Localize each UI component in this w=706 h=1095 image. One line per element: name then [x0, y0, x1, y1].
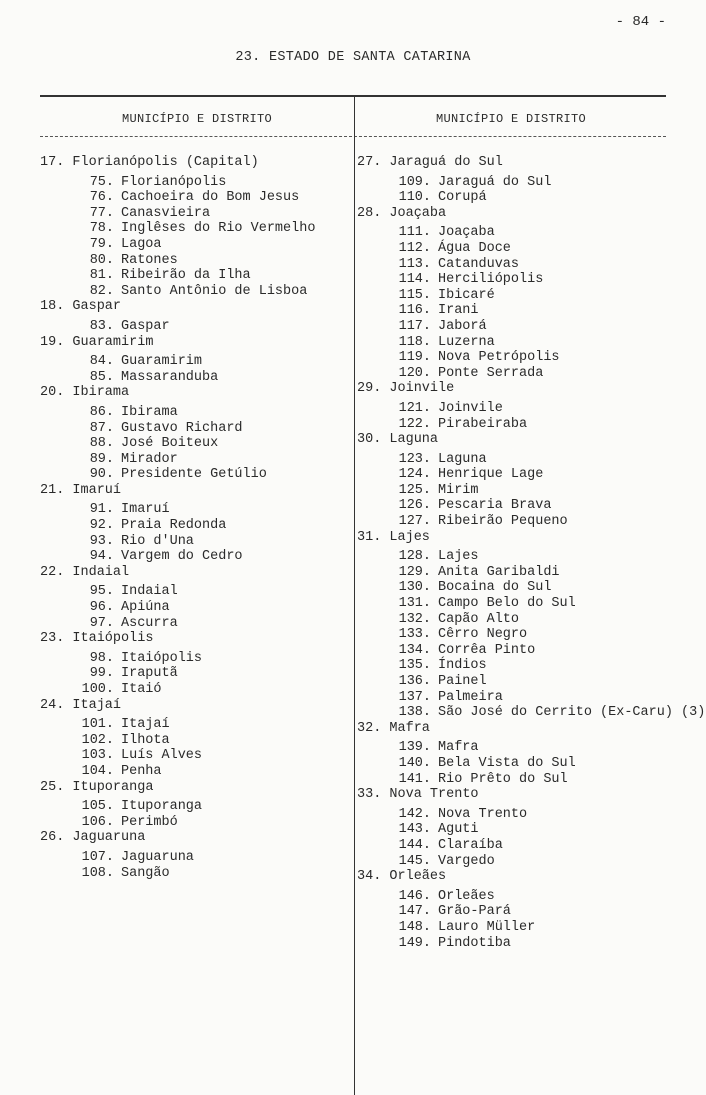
distrito-row	[357, 936, 697, 952]
distrito-name: Luzerna	[438, 334, 495, 350]
municipio-block	[357, 721, 697, 787]
distrito-name: Lauro Müller	[438, 919, 536, 935]
distrito-name: Vargedo	[438, 853, 495, 869]
municipio-heading: 33. Nova Trento	[357, 787, 479, 803]
distrito-name: Nova Trento	[438, 806, 528, 822]
distrito-name: Praia Redonda	[121, 518, 227, 534]
municipio-heading: 29. Joinvile	[357, 381, 455, 397]
distrito-number: 147.	[398, 904, 431, 920]
distrito-row	[357, 225, 697, 241]
municipio-block	[40, 830, 352, 881]
distrito-row	[357, 690, 697, 706]
distrito-name: Ratones	[121, 252, 178, 268]
distrito-number: 97.	[89, 615, 114, 631]
distrito-row	[40, 518, 352, 534]
distrito-number: 122.	[398, 416, 431, 432]
distrito-name: Jaborá	[438, 318, 487, 334]
distrito-name: Santo Antônio de Lisboa	[121, 283, 308, 299]
distrito-name: Claraíba	[438, 837, 503, 853]
distrito-row	[40, 467, 352, 483]
distrito-row	[40, 190, 352, 206]
distrito-number: 80.	[89, 252, 114, 268]
distrito-row	[40, 421, 352, 437]
municipio-heading: 34. Orleães	[357, 869, 447, 885]
distrito-name: Lajes	[438, 549, 479, 565]
distrito-name: Presidente Getúlio	[121, 467, 267, 483]
distrito-name: Pescaria Brava	[438, 498, 552, 514]
distrito-number: 128.	[398, 549, 431, 565]
distrito-row	[357, 190, 697, 206]
distrito-name: Vargem do Cedro	[121, 549, 243, 565]
distrito-number: 142.	[398, 806, 431, 822]
distrito-number: 149.	[398, 935, 431, 951]
distrito-number: 139.	[398, 740, 431, 756]
distrito-name: Gustavo Richard	[121, 420, 243, 436]
distrito-number: 112.	[398, 240, 431, 256]
distrito-name: Iraputã	[121, 666, 178, 682]
distrito-number: 78.	[89, 221, 114, 237]
distrito-number: 93.	[89, 533, 114, 549]
distrito-number: 84.	[89, 354, 114, 370]
distrito-name: Orleães	[438, 888, 495, 904]
distrito-name: Florianópolis	[121, 174, 227, 190]
distrito-number: 136.	[398, 674, 431, 689]
distrito-name: Ibicaré	[438, 287, 495, 303]
distrito-number: 113.	[398, 256, 431, 272]
distrito-name: Ascurra	[121, 615, 178, 631]
distrito-name: Apiúna	[121, 600, 170, 616]
distrito-name: Anita Garibaldi	[438, 564, 560, 580]
distrito-name: Painel	[438, 674, 487, 689]
distrito-name: Mafra	[438, 740, 479, 756]
distrito-number: 118.	[398, 334, 431, 350]
distrito-name: Rio d'Una	[121, 533, 194, 549]
distrito-number: 111.	[398, 225, 431, 241]
distrito-number: 126.	[398, 498, 431, 514]
distrito-number: 133.	[398, 627, 431, 643]
distrito-row	[357, 920, 697, 936]
distrito-number: 144.	[398, 837, 431, 853]
distrito-row	[40, 175, 352, 191]
distrito-number: 137.	[398, 689, 431, 705]
distrito-row	[40, 866, 352, 882]
distrito-row	[40, 651, 352, 667]
municipio-heading: 27. Jaraguá do Sul	[357, 155, 503, 170]
municipio-heading: 30. Laguna	[357, 432, 439, 448]
distrito-name: José Boiteux	[121, 436, 219, 452]
municipio-heading: 26. Jaguaruna	[40, 830, 146, 846]
distrito-row	[357, 740, 697, 756]
distrito-row	[357, 904, 697, 920]
distrito-number: 102.	[81, 732, 114, 748]
page-number: - 84 -	[615, 14, 666, 30]
distrito-number: 138.	[398, 705, 431, 721]
distrito-name: Gaspar	[121, 318, 170, 334]
distrito-name: Joaçaba	[438, 225, 495, 241]
distrito-name: Mirador	[121, 451, 178, 467]
distrito-row	[40, 850, 352, 866]
distrito-row	[40, 237, 352, 253]
distrito-name: Imaruí	[121, 502, 170, 518]
distrito-name: Corupá	[438, 190, 487, 206]
distrito-row	[357, 565, 697, 581]
distrito-name: Penha	[121, 763, 162, 779]
distrito-row	[357, 705, 706, 721]
distrito-name: Joinvile	[438, 400, 503, 416]
distrito-row	[357, 643, 697, 659]
distrito-name: Catanduvas	[438, 256, 520, 272]
distrito-row	[357, 350, 697, 366]
distrito-row	[357, 580, 697, 596]
distrito-number: 103.	[81, 748, 114, 764]
distrito-name: Ribeirão Pequeno	[438, 514, 568, 530]
municipio-heading: 22. Indaial	[40, 564, 130, 580]
distrito-row	[357, 627, 697, 643]
distrito-row	[40, 584, 352, 600]
distrito-row	[357, 452, 697, 468]
distrito-name: Jaraguá do Sul	[438, 174, 552, 190]
distrito-number: 146.	[398, 888, 431, 904]
municipio-heading: 19. Guaramirim	[40, 334, 154, 350]
distrito-name: Campo Belo do Sul	[438, 596, 576, 612]
distrito-row	[40, 206, 352, 222]
distrito-row	[357, 288, 697, 304]
municipio-block	[357, 381, 697, 432]
distrito-number: 105.	[81, 799, 114, 815]
municipio-block	[40, 631, 352, 697]
distrito-name: Guaramirim	[121, 354, 203, 370]
distrito-number: 95.	[89, 584, 114, 600]
distrito-row	[40, 815, 352, 831]
distrito-name: Índios	[438, 658, 487, 674]
distrito-row	[40, 534, 352, 550]
distrito-number: 99.	[89, 666, 114, 682]
distrito-number: 131.	[398, 596, 431, 612]
distrito-name: Sangão	[121, 865, 170, 881]
distrito-row	[357, 335, 697, 351]
distrito-row	[357, 514, 697, 530]
distrito-row	[357, 549, 697, 565]
distrito-number: 87.	[89, 420, 114, 436]
distrito-name: Aguti	[438, 822, 479, 838]
municipio-block	[357, 432, 697, 530]
municipio-block	[40, 780, 352, 831]
page-title: 23. ESTADO DE SANTA CATARINA	[235, 50, 471, 65]
distrito-number: 116.	[398, 303, 431, 319]
distrito-name: Ponte Serrada	[438, 365, 544, 381]
distrito-name: Canasvieira	[121, 205, 211, 221]
distrito-number: 98.	[89, 650, 114, 666]
distrito-number: 148.	[398, 919, 431, 935]
distrito-row	[357, 807, 697, 823]
municipio-heading: 28. Joaçaba	[357, 205, 447, 221]
distrito-name: São José do Cerrito (Ex-Caru) (3)	[438, 705, 706, 721]
municipio-heading: 21. Imaruí	[40, 482, 122, 498]
distrito-number: 124.	[398, 467, 431, 483]
distrito-name: Itaiópolis	[121, 650, 203, 666]
distrito-number: 114.	[398, 272, 431, 288]
distrito-row	[40, 319, 352, 335]
distrito-number: 145.	[398, 853, 431, 869]
distrito-number: 107.	[81, 849, 114, 865]
column-divider	[354, 95, 355, 1095]
municipio-heading: 20. Ibirama	[40, 385, 130, 401]
distrito-row	[357, 889, 697, 905]
distrito-number: 106.	[81, 814, 114, 830]
distrito-number: 127.	[398, 514, 431, 530]
distrito-number: 109.	[398, 174, 431, 190]
distrito-row	[357, 483, 697, 499]
distrito-row	[40, 370, 352, 386]
distrito-name: Itajaí	[121, 717, 170, 733]
distrito-name: Água Doce	[438, 240, 511, 256]
municipio-heading: 24. Itajaí	[40, 697, 122, 713]
municipio-block	[40, 299, 352, 334]
distrito-row	[40, 616, 352, 632]
municipio-heading: 17. Florianópolis (Capital)	[40, 155, 259, 170]
distrito-number: 129.	[398, 564, 431, 580]
distrito-name: Ilhota	[121, 732, 170, 748]
distrito-number: 101.	[81, 717, 114, 733]
distrito-number: 75.	[89, 174, 114, 190]
distrito-number: 104.	[81, 763, 114, 779]
distrito-number: 119.	[398, 350, 431, 366]
distrito-row	[40, 436, 352, 452]
distrito-row	[357, 854, 697, 870]
municipio-block	[40, 698, 352, 780]
distrito-number: 100.	[81, 682, 114, 697]
distrito-name: Nova Petrópolis	[438, 350, 560, 366]
distrito-row	[40, 799, 352, 815]
distrito-number: 83.	[89, 318, 114, 334]
distrito-row	[357, 838, 697, 854]
distrito-row	[357, 596, 697, 612]
distrito-number: 110.	[398, 190, 431, 206]
distrito-row	[357, 756, 697, 772]
distrito-name: Palmeira	[438, 689, 503, 705]
distrito-number: 76.	[89, 190, 114, 206]
distrito-name: Lagoa	[121, 236, 162, 252]
distrito-name: Irani	[438, 303, 479, 319]
distrito-name: Ibirama	[121, 404, 178, 420]
distrito-row	[40, 748, 352, 764]
distrito-name: Massaranduba	[121, 369, 219, 385]
distrito-number: 125.	[398, 482, 431, 498]
distrito-name: Henrique Lage	[438, 467, 544, 483]
distrito-row	[357, 272, 697, 288]
distrito-row	[357, 319, 697, 335]
distrito-name: Mirim	[438, 482, 479, 498]
distrito-row	[40, 253, 352, 269]
municipio-block	[40, 483, 352, 565]
distrito-row	[357, 366, 697, 382]
distrito-row	[40, 666, 352, 682]
distrito-row	[357, 612, 697, 628]
municipio-heading: 18. Gaspar	[40, 299, 122, 315]
distrito-name: Perimbó	[121, 814, 178, 830]
distrito-number: 89.	[89, 451, 114, 467]
distrito-name: Cachoeira do Bom Jesus	[121, 190, 300, 206]
municipio-block	[357, 787, 697, 869]
header-rule	[40, 136, 666, 137]
distrito-number: 88.	[89, 436, 114, 452]
distrito-number: 90.	[89, 467, 114, 483]
distrito-row	[40, 764, 352, 780]
top-rule	[40, 95, 666, 97]
distrito-row	[40, 284, 352, 300]
municipio-heading: 31. Lajes	[357, 529, 430, 545]
distrito-row	[40, 600, 352, 616]
right-column	[357, 155, 706, 951]
distrito-number: 82.	[89, 283, 114, 299]
distrito-number: 123.	[398, 451, 431, 467]
column-header-left: MUNICÍPIO E DISTRITO	[121, 112, 273, 126]
distrito-row	[40, 452, 352, 468]
distrito-row	[357, 658, 697, 674]
distrito-row	[40, 268, 352, 284]
distrito-name: Ribeirão da Ilha	[121, 268, 251, 284]
distrito-number: 135.	[398, 658, 431, 674]
distrito-row	[357, 498, 697, 514]
distrito-row	[40, 549, 352, 565]
distrito-row	[357, 175, 697, 191]
distrito-name: Pindotiba	[438, 935, 511, 951]
distrito-number: 120.	[398, 365, 431, 381]
distrito-number: 85.	[89, 369, 114, 385]
municipio-block	[40, 565, 352, 631]
distrito-number: 108.	[81, 865, 114, 881]
distrito-number: 141.	[398, 771, 431, 787]
distrito-name: Capão Alto	[438, 611, 520, 627]
municipio-block	[40, 335, 352, 386]
distrito-number: 117.	[398, 318, 431, 334]
municipio-heading: 25. Ituporanga	[40, 779, 154, 795]
distrito-row	[40, 682, 352, 698]
distrito-number: 96.	[89, 600, 114, 616]
distrito-row	[357, 822, 697, 838]
distrito-name: Ituporanga	[121, 799, 203, 815]
municipio-block	[40, 155, 352, 299]
distrito-number: 115.	[398, 287, 431, 303]
municipio-heading: 23. Itaiópolis	[40, 631, 154, 647]
distrito-number: 91.	[89, 502, 114, 518]
distrito-row	[40, 221, 352, 237]
distrito-name: Itaió	[121, 682, 162, 697]
distrito-name: Pirabeiraba	[438, 416, 528, 432]
municipio-block	[357, 155, 697, 206]
municipio-heading: 32. Mafra	[357, 720, 430, 736]
distrito-row	[40, 502, 352, 518]
distrito-number: 130.	[398, 580, 431, 596]
distrito-number: 77.	[89, 205, 114, 221]
distrito-number: 132.	[398, 611, 431, 627]
distrito-row	[357, 257, 697, 273]
distrito-number: 134.	[398, 642, 431, 658]
distrito-name: Bocaina do Sul	[438, 580, 552, 596]
municipio-block	[357, 529, 706, 721]
distrito-row	[357, 467, 697, 483]
distrito-name: Herciliópolis	[438, 272, 544, 288]
distrito-row	[357, 241, 697, 257]
distrito-row	[357, 401, 697, 417]
distrito-number: 121.	[398, 400, 431, 416]
distrito-row	[40, 405, 352, 421]
distrito-name: Laguna	[438, 451, 487, 467]
distrito-row	[40, 733, 352, 749]
distrito-row	[40, 717, 352, 733]
distrito-number: 94.	[89, 549, 114, 565]
distrito-number: 92.	[89, 518, 114, 534]
distrito-number: 79.	[89, 236, 114, 252]
distrito-number: 140.	[398, 755, 431, 771]
distrito-name: Grão-Pará	[438, 904, 511, 920]
distrito-row	[357, 772, 697, 788]
distrito-row	[357, 417, 697, 433]
distrito-name: Cêrro Negro	[438, 627, 528, 643]
left-column	[40, 155, 352, 881]
distrito-name: Inglêses do Rio Vermelho	[121, 221, 316, 237]
municipio-block	[40, 385, 352, 483]
distrito-name: Luís Alves	[121, 748, 203, 764]
column-header-right: MUNICÍPIO E DISTRITO	[435, 112, 587, 126]
distrito-row	[40, 354, 352, 370]
distrito-number: 81.	[89, 268, 114, 284]
distrito-row	[357, 303, 697, 319]
distrito-name: Corrêa Pinto	[438, 642, 536, 658]
distrito-number: 86.	[89, 404, 114, 420]
distrito-name: Indaial	[121, 584, 178, 600]
distrito-name: Rio Prêto do Sul	[438, 771, 568, 787]
distrito-name: Bela Vista do Sul	[438, 755, 576, 771]
distrito-number: 143.	[398, 822, 431, 838]
municipio-block	[357, 869, 697, 951]
distrito-row	[357, 674, 697, 690]
municipio-block	[357, 206, 697, 382]
distrito-name: Jaguaruna	[121, 849, 194, 865]
